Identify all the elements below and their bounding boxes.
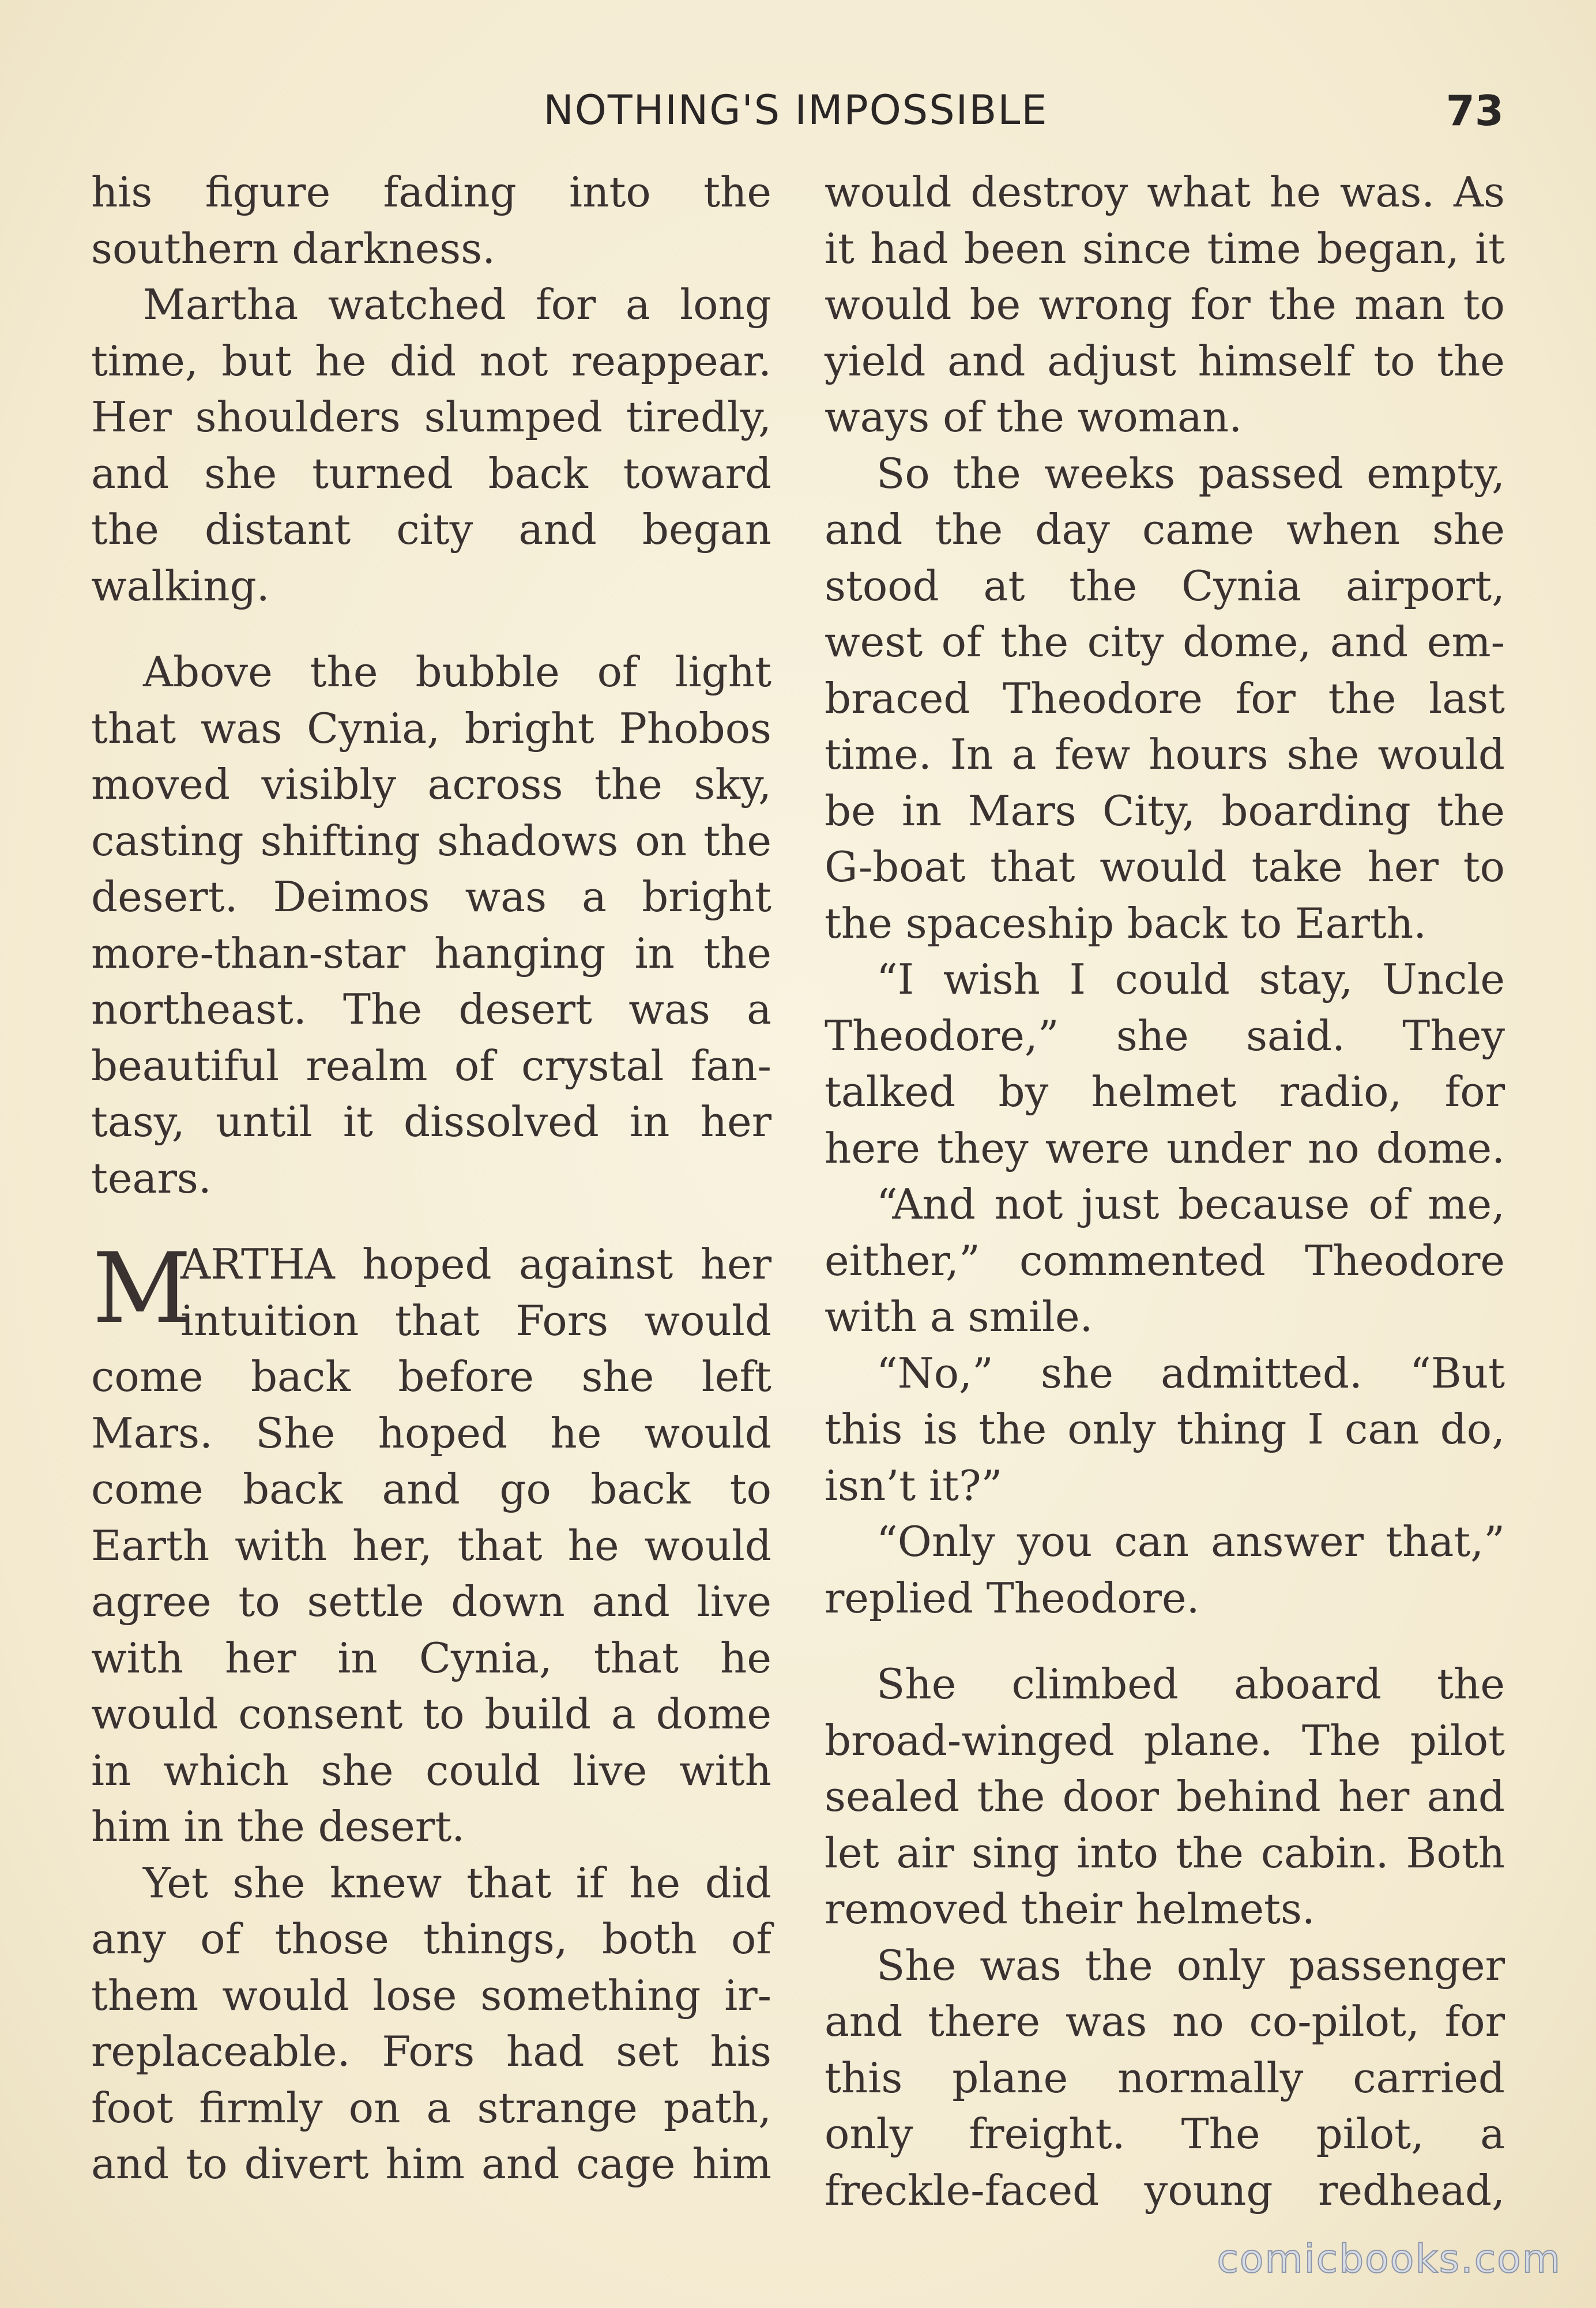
- text-line: Martha watched for a long: [143, 280, 771, 329]
- text-line: only freight. The pilot, a: [825, 2110, 1505, 2158]
- text-line: here they were under no dome.: [825, 1123, 1505, 1172]
- text-line: stood at the Cynia airport,: [825, 561, 1505, 610]
- text-line: sealed the door behind her and: [825, 1772, 1505, 1821]
- text-line: So the weeks passed empty,: [876, 449, 1505, 498]
- text-line: desert. Deimos was a bright: [91, 873, 771, 921]
- text-line: beautiful realm of crystal fan-: [91, 1041, 771, 1090]
- text-line: yield and adjust himself to the: [825, 336, 1505, 385]
- text-line: isn’t it?”: [825, 1461, 1003, 1510]
- text-line: Above the bubble of light: [143, 648, 771, 696]
- text-line: and there was no co-pilot, for: [825, 1997, 1505, 2046]
- text-line: She climbed aboard the: [876, 1660, 1505, 1708]
- drop-cap: M: [92, 1232, 192, 1345]
- text-line: with a smile.: [825, 1292, 1093, 1341]
- text-line: “And not just because of me,: [876, 1180, 1505, 1228]
- text-line: this is the only thing I can do,: [825, 1405, 1505, 1453]
- text-line: with her in Cynia, that he: [91, 1633, 771, 1682]
- text-line: and she turned back toward: [91, 449, 771, 498]
- text-line: and to divert him and cage him: [91, 2140, 771, 2188]
- text-line: southern darkness.: [91, 224, 496, 273]
- text-line: in which she could live with: [91, 1746, 771, 1795]
- text-line: foot firmly on a strange path,: [91, 2083, 771, 2132]
- text-line: Theodore,” she said. They: [825, 1011, 1505, 1060]
- running-head: [0, 87, 1596, 144]
- text-line: that was Cynia, bright Phobos: [91, 704, 771, 753]
- text-line: would be wrong for the man to: [825, 280, 1505, 329]
- left-column: [91, 164, 771, 2193]
- text-line: broad-winged plane. The pilot: [825, 1716, 1505, 1765]
- text-line: agree to settle down and live: [91, 1577, 771, 1626]
- text-line: come back and go back to: [91, 1465, 771, 1513]
- text-line: casting shifting shadows on the: [91, 816, 771, 865]
- text-line: “No,” she admitted. “But: [876, 1348, 1505, 1397]
- text-line: braced Theodore for the last: [825, 674, 1505, 723]
- text-line: would destroy what he was. As: [825, 168, 1505, 216]
- text-line: replaceable. Fors had set his: [91, 2027, 771, 2076]
- text-line: would consent to build a dome: [91, 1690, 771, 1738]
- text-line: “I wish I could stay, Uncle: [876, 955, 1505, 1003]
- text-line: ways of the woman.: [825, 393, 1243, 441]
- text-line: Mars. She hoped he would: [91, 1408, 771, 1457]
- text-line: the spaceship back to Earth.: [825, 899, 1427, 948]
- text-line: come back before she left: [91, 1352, 771, 1401]
- text-line: talked by helmet radio, for: [825, 1067, 1505, 1116]
- text-line: Earth with her, that he would: [91, 1521, 771, 1570]
- text-line: G-boat that would take her to: [825, 843, 1505, 891]
- text-line: let air sing into the cabin. Both: [825, 1828, 1505, 1877]
- text-line: more-than-star hanging in the: [91, 929, 771, 978]
- section-break: [91, 1206, 771, 1236]
- text-line: his figure fading into the: [91, 168, 771, 216]
- text-line: time. In a few hours she would: [825, 730, 1505, 779]
- text-line: them would lose something ir-: [91, 1971, 771, 2020]
- text-line: this plane normally carried: [825, 2053, 1505, 2102]
- right-column: [825, 164, 1505, 2219]
- text-line: moved visibly across the sky,: [91, 760, 771, 809]
- text-line: west of the city dome, and em-: [825, 618, 1505, 666]
- text-line: any of those things, both of: [91, 1915, 771, 1963]
- text-line: be in Mars City, boarding the: [825, 786, 1505, 835]
- text-line: “Only you can answer that,”: [876, 1517, 1505, 1566]
- text-line: Her shoulders slumped tiredly,: [91, 393, 771, 441]
- text-line: She was the only passenger: [876, 1941, 1505, 1990]
- page-number: 73: [1446, 87, 1504, 135]
- section-break: [825, 1626, 1505, 1656]
- watermark: comicbooks.com: [1217, 2236, 1561, 2282]
- text-line: time, but he did not reappear.: [91, 336, 771, 385]
- text-line: tasy, until it dissolved in her: [91, 1097, 771, 1146]
- text-line: freckle-faced young redhead,: [825, 2166, 1505, 2215]
- running-title: NOTHING'S IMPOSSIBLE: [543, 87, 1048, 134]
- text-line: replied Theodore.: [825, 1573, 1200, 1622]
- text-line: and the day came when she: [825, 505, 1505, 554]
- text-line: walking.: [91, 561, 270, 610]
- text-line: tears.: [91, 1153, 212, 1202]
- text-line: [91, 1293, 771, 1350]
- text-line: northeast. The desert was a: [91, 985, 771, 1033]
- text-line: him in the desert.: [91, 1802, 465, 1851]
- text-line: either,” commented Theodore: [825, 1236, 1505, 1285]
- text-line-content: intuition that Fors would: [180, 1296, 771, 1345]
- text-line: Yet she knew that if he did: [143, 1858, 771, 1907]
- text-line: the distant city and began: [91, 505, 771, 554]
- section-break: [91, 614, 771, 644]
- text-line: removed their helmets.: [825, 1885, 1315, 1933]
- text-line-content: ARTHA hoped against her: [180, 1240, 771, 1288]
- text-line: it had been since time began, it: [825, 224, 1505, 273]
